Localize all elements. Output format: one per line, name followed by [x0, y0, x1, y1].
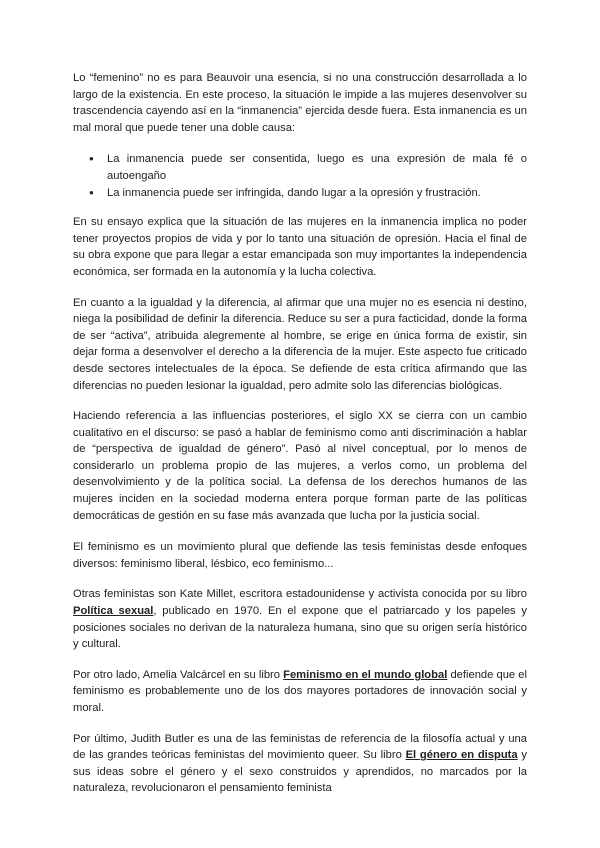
paragraph-influencias-posteriores: Haciendo referencia a las influencias posteriores, el siglo XX se cierra con un cambio cualitativo en el discurso: se pasó a hablar de feminismo como anti discriminación a hablar de “perspectiva de igualdad de género”. Pasó al nivel conceptual, por lo menos de considerarlo un problema propio de las mujeres, a verlos como, un problema del desenvolvimiento y de la política social. La defensa de los derechos humanos de las mujeres inciden en la sociedad moderna entera porque forman parte de las políticas democráticas de gestión en su fase más avanzada que lucha por la justicia social.: [73, 410, 527, 522]
book-title-politica-sexual: Política sexual: [73, 605, 154, 618]
paragraph-movimiento-plural: El feminismo es un movimiento plural que defiende las tesis feministas desde enfoques diversos: feminismo liberal, lésbico, eco feminismo...: [73, 541, 527, 570]
bullet-list-inmanencia: [73, 151, 527, 201]
bullet-item-consentida: ● La inmanencia puede ser consentida, luego es una expresión de mala fé o autoengaño: [107, 151, 527, 184]
paragraph-ensayo: En su ensayo explica que la situación de las mujeres en la inmanencia implica no poder tener proyectos propios de vida y por lo tanto una situación de opresión. Hacia el final de su obra expone que para llegar a estar emancipada son muy importantes la independencia económica, ser formada en la autonomía y la lucha colectiva.: [73, 216, 527, 278]
paragraph-beauvoir-femenino: Lo “femenino” no es para Beauvoir una esencia, si no una construcción desarrollada a lo largo de la existencia. En este proceso, la situación le impide a las mujeres desenvolver su trascendencia cayendo así en la “inmanencia” ejercida desde fuera. Esta inmanencia es un mal moral que puede tener una doble causa:: [73, 72, 527, 134]
paragraph-kate-millet: [73, 586, 527, 652]
book-title-genero-en-disputa: El género en disputa: [405, 749, 518, 762]
bullet-item-infringida: ● La inmanencia puede ser infringida, dando lugar a la opresión y frustración.: [107, 185, 527, 202]
text-segment: Por otro lado, Amelia Valcárcel en su libro: [73, 668, 284, 681]
text-segment: y sus ideas sobre el género y el sexo construidos y aprendidos, no marcados por la naturaleza, revolucionaron el pensamiento feminista: [73, 749, 527, 795]
paragraph-judith-butler: [73, 731, 527, 797]
text-segment: defiende que el feminismo es probablemente uno de los dos mayores portadores de innovación social y moral.: [73, 668, 527, 714]
paragraph-igualdad-diferencia: En cuanto a la igualdad y la diferencia, al afirmar que una mujer no es esencia ni destino, niega la posibilidad de definir la diferencia. Reduce su ser a pura facticidad, donde la forma de ser “activa”, atribuida alegremente al hombre, se erige en única forma de existir, sin dejar forma a desenvolver el derecho a la diferencia de la mujer. Este aspecto fue criticado desde sectores intelectuales de la época. Se defiende de esta crítica afirmando que las diferencias no pueden lesionar la igualdad, pero admite solo las diferencias biológicas.: [73, 296, 527, 392]
book-title-feminismo-mundo-global: Feminismo en el mundo global: [283, 668, 448, 681]
text-segment: Por último, Judith Butler es una de las feministas de referencia de la filosofía actual y una de las grandes teóricas feministas del movimiento queer. Su libro: [73, 732, 527, 762]
text-segment: Otras feministas son Kate Millet, escritora estadounidense y activista conocida por su libro: [73, 588, 527, 601]
paragraph-amelia-valcarcel: [73, 667, 527, 717]
text-segment: , publicado en 1970. En el expone que el patriarcado y los papeles y posiciones sociales no derivan de la naturaleza humana, sino que su origen sería histórico y cultural.: [73, 605, 528, 651]
